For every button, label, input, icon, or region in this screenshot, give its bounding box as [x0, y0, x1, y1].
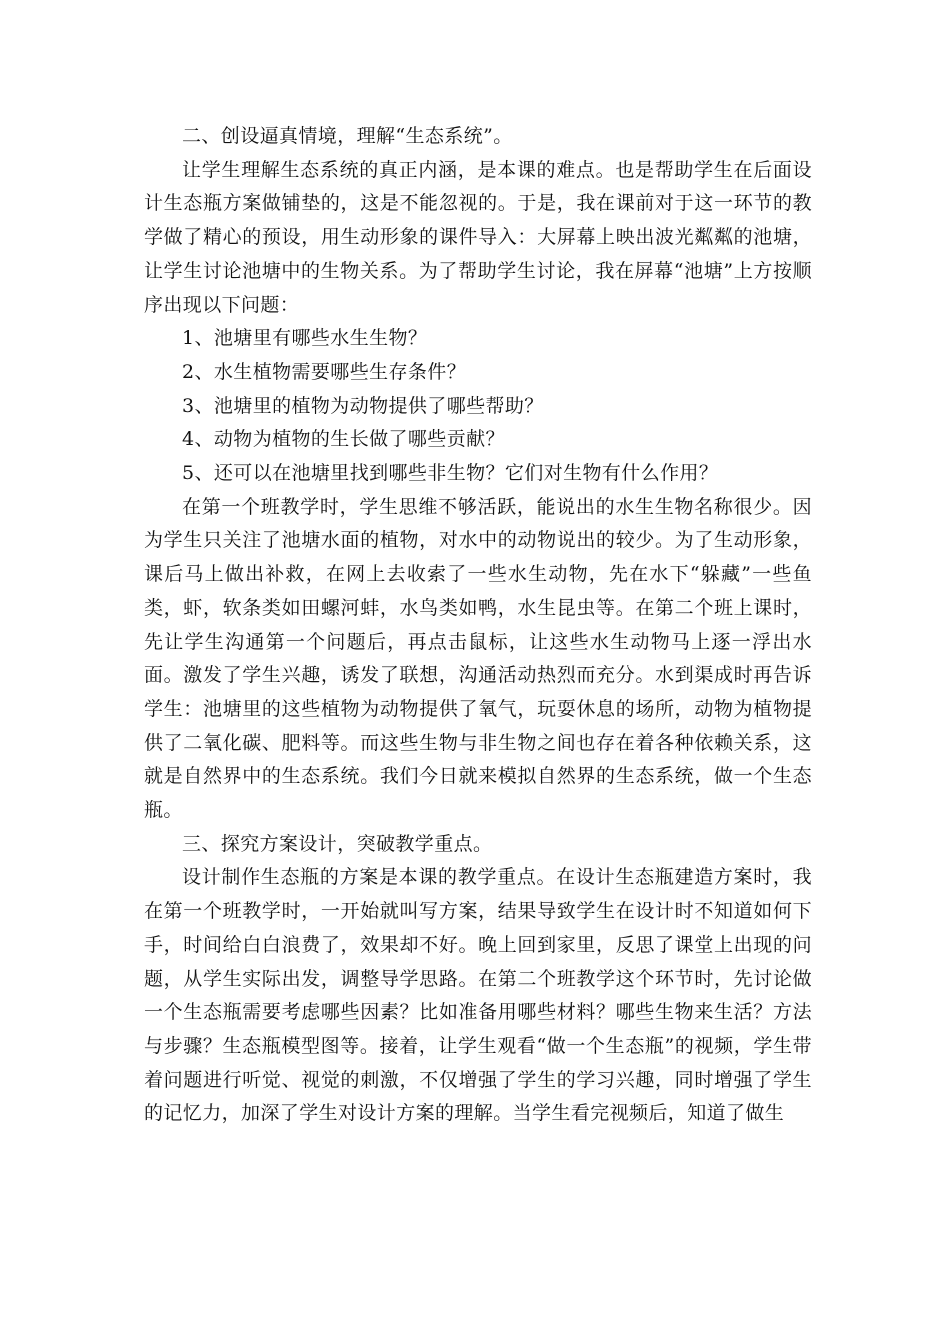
paragraph-first-class: 在第一个班教学时，学生思维不够活跃，能说出的水生生物名称很少。因为学生只关注了池塘水面的植物，对水中的动物说出的较少。为了生动形象，课后马上做出补救，在网上去收索了一些水生动物，先在水下“躲藏”一些鱼类，虾，软条类如田螺河蚌，水鸟类如鸭，水生昆虫等。在第二个班上课时，先让学生沟通第一个问题后，再点击鼠标，让这些水生动物马上逐一浮出水面。激发了学生兴趣，诱发了联想，沟通活动热烈而充分。水到渠成时再告诉学生：池塘里的这些植物为动物提供了氧气，玩耍休息的场所，动物为植物提供了二氧化碳、肥料等。而这些生物与非生物之间也存在着各种依赖关系，这就是自然界中的生态系统。我们今日就来模拟自然界的生态系统，做一个生态瓶。 — [144, 495, 812, 822]
section-heading-3: 三、探究方案设计，突破教学重点。 — [182, 832, 493, 855]
question-item-3: 3、池塘里的植物为动物提供了哪些帮助？ — [182, 394, 544, 417]
question-item-5: 5、还可以在池塘里找到哪些非生物？它们对生物有什么作用？ — [182, 462, 719, 485]
document-body — [144, 120, 812, 1131]
question-item-2: 2、水生植物需要哪些生存条件？ — [182, 360, 467, 383]
paragraph-design: 设计制作生态瓶的方案是本课的教学重点。在设计生态瓶建造方案时，我在第一个班教学时，一开始就叫写方案，结果导致学生在设计时不知道如何下手，时间给白白浪费了，效果却不好。晚上回到家里，反思了课堂上出现的问题，从学生实际出发，调整导学思路。在第二个班教学这个环节时，先讨论做一个生态瓶需要考虑哪些因素？比如准备用哪些材料？哪些生物来生活？方法与步骤？生态瓶模型图等。接着，让学生观看“做一个生态瓶”的视频，学生带着问题进行听觉、视觉的刺激，不仅增强了学生的学习兴趣，同时增强了学生的记忆力，加深了学生对设计方案的理解。当学生看完视频后，知道了做生 — [144, 866, 812, 1125]
question-item-1: 1、池塘里有哪些水生生物？ — [182, 327, 428, 350]
paragraph-difficulty: 让学生理解生态系统的真正内涵，是本课的难点。也是帮助学生在后面设计生态瓶方案做铺垫的，这是不能忽视的。于是，我在课前对于这一环节的教学做了精心的预设，用生动形象的课件导入：大屏幕上映出波光粼粼的池塘，让学生讨论池塘中的生物关系。为了帮助学生讨论，我在屏幕“池塘”上方按顺序出现以下问题： — [144, 158, 812, 316]
section-heading-2: 二、创设逼真情境，理解“生态系统”。 — [182, 125, 513, 147]
question-item-4: 4、动物为植物的生长做了哪些贡献？ — [182, 428, 505, 451]
